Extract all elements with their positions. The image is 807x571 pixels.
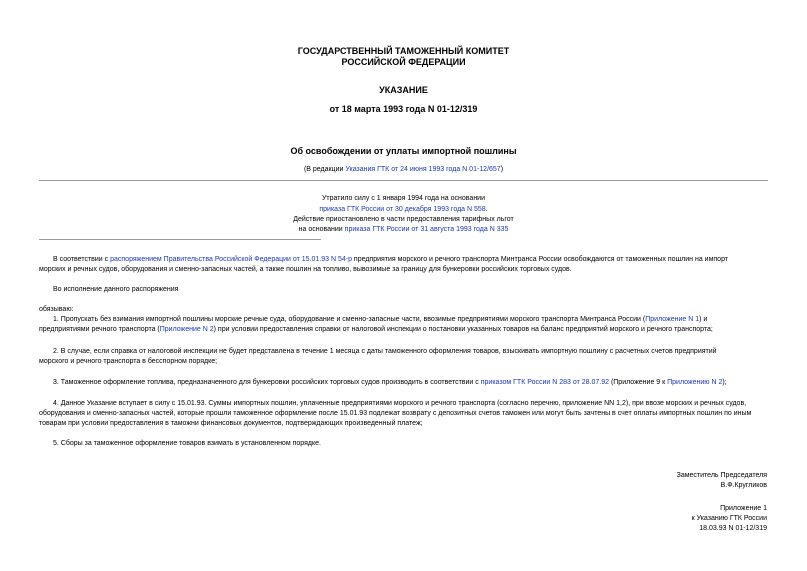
link-appendix-2[interactable]: Приложение N 2 — [159, 326, 214, 333]
edition-suffix: ) — [500, 166, 504, 173]
paragraph-1-line2: морских и речных судов, оборудования и сменно-запасных частей, а также пошлин на топливо, вывозимые за границу для бункеровки российских торговых судов. — [39, 266, 572, 273]
status-line-2-suffix: . — [485, 206, 488, 213]
link-appendix-2-ref[interactable]: Приложению N 2 — [667, 379, 723, 386]
link-appendix-1[interactable]: Приложение N 1 — [645, 316, 700, 323]
p1-text-b: предприятия морского и речного транспорта Минтранса России освобождаются от таможенных пошлин на импорт — [351, 256, 729, 263]
paragraph-6 — [53, 377, 727, 388]
paragraph-4-line2 — [39, 324, 713, 335]
signature-name: В.Ф.Кругликов — [720, 482, 767, 489]
edition-note — [0, 164, 807, 175]
paragraph-7-line2: оборудования и сменно-запасных частей, которые прошли таможенное оформление после 15.01.93 подлежат возврату с депозитных счетов таможен или могут быть зачтены в счет оплаты импортных пошлин по иным — [39, 410, 752, 417]
document-date: от 18 марта 1993 года N 01-12/319 — [329, 104, 478, 114]
divider-top — [39, 180, 768, 181]
divider-status — [39, 239, 321, 240]
status-line-4 — [0, 224, 807, 235]
p4-text-a: 1. Пропускать без взимания импортной пошлины морские речные суда, оборудование и сменно-запасные части, ввозимые предприятиями морского транспорта Минтранса России ( — [53, 316, 646, 323]
p4-text-c: предприятиями речного транспорта ( — [39, 326, 160, 333]
paragraph-7-line3: товарам при условии предоставления в таможни финансовых документов, подтверждающих произведенный платеж; — [39, 420, 423, 427]
appendix-title: Приложение 1 — [720, 505, 767, 512]
document-title: Об освобождении от уплаты импортной пошлины — [290, 146, 517, 156]
link-government-order[interactable]: распоряжением Правительства Российской Федерации от 15.01.93 N 54-р — [110, 256, 352, 263]
p1-text-a: В соответствии с — [53, 256, 111, 263]
signature-position: Заместитель Председателя — [676, 472, 767, 479]
status-link-order-558[interactable]: приказа ГТК России от 30 декабря 1993 года N 558 — [319, 206, 486, 213]
edition-link[interactable]: Указания ГТК от 24 июня 1993 года N 01-12/657 — [345, 166, 501, 173]
status-link-order-335[interactable]: приказа ГТК России от 31 августа 1993 года N 335 — [344, 226, 509, 233]
link-order-283[interactable]: приказом ГТК России N 283 от 28.07.92 — [480, 379, 609, 386]
paragraph-3: обязываю: — [39, 306, 74, 313]
p4-text-d: ) при условии предоставления справки от налоговой инспекции о постановки указанных товаров на баланс предприятий морского и речного транспорта; — [213, 326, 713, 333]
status-line-1: Утратило силу с 1 января 1994 года на основании — [321, 195, 486, 202]
p6-text-c: ); — [722, 379, 727, 386]
p6-text-b: (Приложение 9 к — [609, 379, 668, 386]
paragraph-5-line1: 2. В случае, если справка от налоговой инспекции не будет представлена в течение 1 месяца с даты таможенного оформления товаров, взыскивать импортную пошлину с расчетных счетов предприятий — [53, 348, 717, 355]
status-line-4-prefix: на основании — [298, 226, 345, 233]
p4-text-b: ) и — [699, 316, 708, 323]
org-name-line1: ГОСУДАРСТВЕННЫЙ ТАМОЖЕННЫЙ КОМИТЕТ — [297, 46, 510, 56]
appendix-ref: к Указанию ГТК России — [691, 515, 767, 522]
p6-text-a: 3. Таможенное оформление топлива, предназначенного для бункеровки российских торговых судов производить в соответствии с — [53, 379, 481, 386]
status-line-3: Действие приостановлено в части предоставления тарифных льгот — [293, 216, 514, 223]
org-name-line2: РОССИЙСКОЙ ФЕДЕРАЦИИ — [341, 57, 466, 67]
edition-prefix: (В редакции — [303, 166, 346, 173]
paragraph-8: 5. Сборы за таможенное оформление товаров взимать в установленном порядке. — [53, 440, 321, 447]
paragraph-7-line1: 4. Данное Указание вступает в силу с 15.01.93. Суммы импортных пошлин, уплаченные предприятиями морского и речного транспорта (согласно перечню, приложение NN 1,2), при ввозе морских и речных судов, — [53, 400, 747, 407]
document-type: УКАЗАНИЕ — [379, 85, 428, 95]
paragraph-2: Во исполнение данного распоряжения — [53, 286, 179, 293]
appendix-date: 18.03.93 N 01-12/319 — [699, 525, 767, 532]
paragraph-5-line2: морского и речного транспорта в бесспорном порядке; — [39, 358, 218, 365]
